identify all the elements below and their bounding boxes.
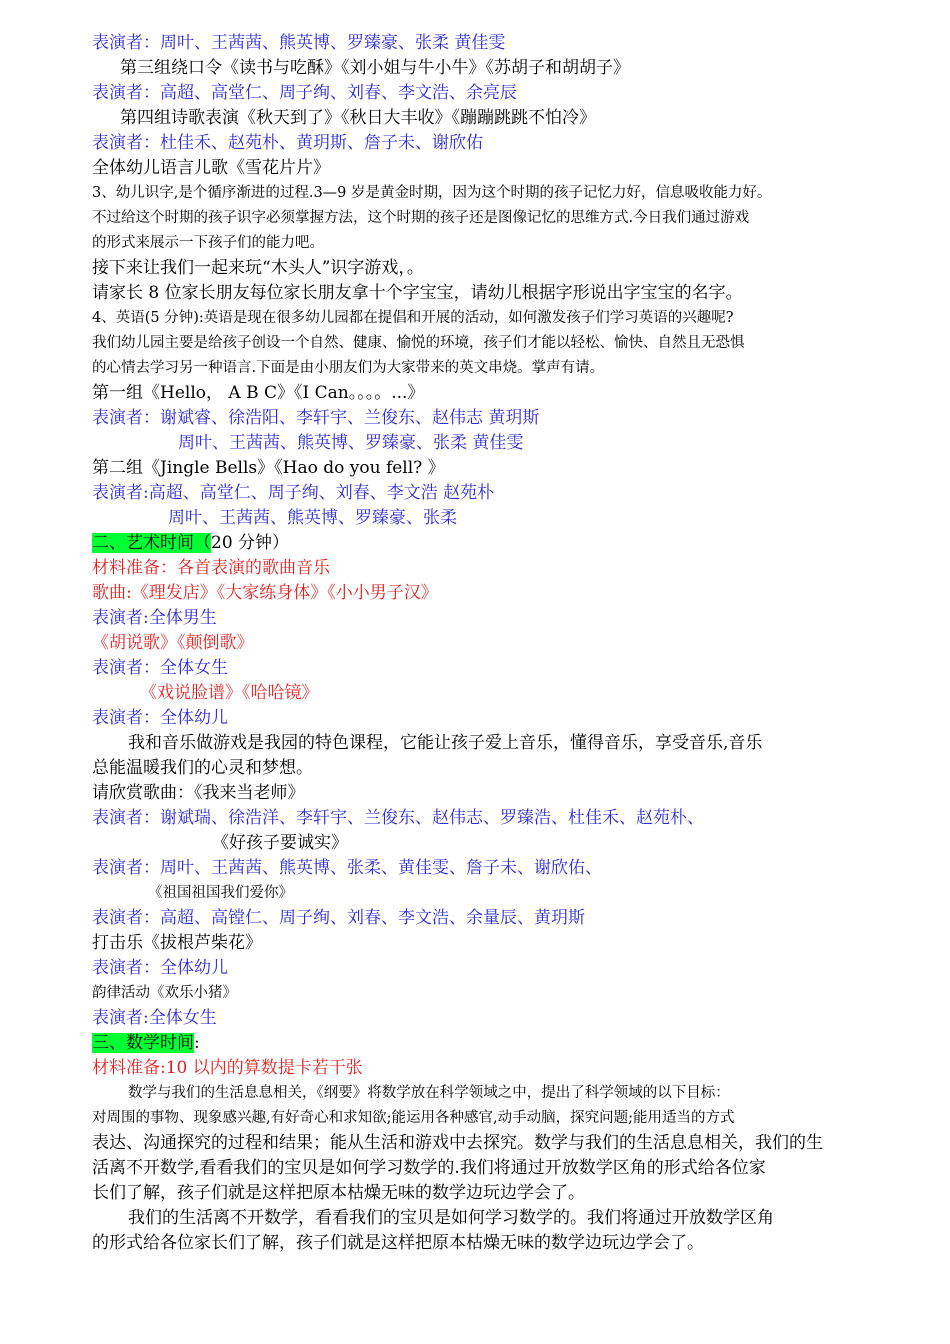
performer-line: 表演者：谢斌睿、徐浩阳、李轩宇、兰俊东、赵伟志 黄玥斯 xyxy=(92,408,540,428)
rhythm-activity-line: 韵律活动《欢乐小猪》 xyxy=(92,985,237,1001)
literacy-paragraph-line: 3、幼儿识字,是个循序渐进的过程.3—9 岁是黄金时期，因为这个时期的孩子记忆力好，信息吸收能力好。 xyxy=(92,185,772,201)
game-instruction-line: 请家长 8 位家长朋友每位家长朋友拿十个字宝宝，请幼儿根据字形说出字宝宝的名字。 xyxy=(92,283,743,303)
section-heading-highlight: 三、数学时间 xyxy=(92,1033,194,1053)
tongue-twister-group-line: 第三组绕口令《读书与吃酥》《刘小姐与牛小牛》《苏胡子和胡胡子》 xyxy=(120,58,630,78)
math-paragraph-line: 我们的生活离不开数学，看看我们的宝贝是如何学习数学的。我们将通过开放数学区角 xyxy=(128,1208,774,1228)
materials-line: 材料准备：各首表演的歌曲音乐 xyxy=(92,558,330,578)
section-heading-art xyxy=(92,531,289,555)
performer-line: 表演者：全体幼儿 xyxy=(92,958,228,978)
materials-line: 材料准备:10 以内的算数提卡若干张 xyxy=(92,1058,363,1078)
performer-line: 表演者:全体女生 xyxy=(92,1008,217,1028)
english-paragraph-line: 的心情去学习另一种语言.下面是由小朋友们为大家带来的英文串烧。掌声有请。 xyxy=(92,360,605,376)
math-paragraph-line: 对周围的事物、现象感兴趣,有好奇心和求知欲;能运用各种感官,动手动脑，探究问题;能用适当的方式 xyxy=(92,1110,735,1126)
performer-line: 表演者：高超、高镗仁、周子绚、刘春、李文浩、余量辰、黄玥斯 xyxy=(92,908,585,928)
performer-line: 表演者：谢斌瑞、徐浩洋、李轩宇、兰俊东、赵伟志、罗臻浩、杜佳禾、赵苑朴、 xyxy=(92,808,704,828)
section-heading-math xyxy=(92,1031,200,1055)
english-group-one-line: 第一组《Hello， A B C》《I Can。。。。...》 xyxy=(92,383,425,403)
performer-line: 表演者：周叶、王茜茜、熊英博、罗臻豪、张柔 黄佳雯 xyxy=(92,33,506,53)
song-title-line: 请欣赏歌曲：《我来当老师》 xyxy=(92,783,305,803)
performer-line: 表演者：高超、高堂仁、周子绚、刘春、李文浩、余亮辰 xyxy=(92,83,517,103)
music-paragraph-line: 我和音乐做游戏是我园的特色课程，它能让孩子爱上音乐，懂得音乐，享受音乐,音乐 xyxy=(128,733,763,753)
english-paragraph-line: 4、英语(5 分钟):英语是现在很多幼儿园都在提倡和开展的活动，如何激发孩子们学习英语的兴趣呢? xyxy=(92,310,734,326)
performer-line: 周叶、王茜茜、熊英博、罗臻豪、张柔 xyxy=(168,508,457,528)
performer-line: 表演者：周叶、王茜茜、熊英博、张柔、黄佳雯、詹子未、谢欣佑、 xyxy=(92,858,602,878)
section-heading-duration: 20 分钟） xyxy=(211,533,290,553)
songs-line: 《戏说脸谱》《哈哈镜》 xyxy=(140,683,319,703)
math-paragraph-line: 的形式给各位家长们了解，孩子们就是这样把原本枯燥无味的数学边玩边学会了。 xyxy=(92,1233,704,1253)
songs-line: 《胡说歌》《颠倒歌》 xyxy=(92,633,254,653)
literacy-paragraph-line: 的形式来展示一下孩子们的能力吧。 xyxy=(92,235,324,251)
performer-line: 表演者:全体男生 xyxy=(92,608,217,628)
literacy-paragraph-line: 不过给这个时期的孩子识字必须掌握方法，这个时期的孩子还是图像记忆的思维方式.今日我们通过游戏 xyxy=(92,210,750,226)
music-paragraph-line: 总能温暖我们的心灵和梦想。 xyxy=(92,758,313,778)
math-paragraph-line: 活离不开数学,看看我们的宝贝是如何学习数学的.我们将通过开放数学区角的形式给各位家 xyxy=(92,1158,766,1178)
performer-line: 表演者：全体幼儿 xyxy=(92,708,228,728)
performer-line: 周叶、王茜茜、熊英博、罗臻豪、张柔 黄佳雯 xyxy=(178,433,524,453)
performer-line: 表演者：杜佳禾、赵苑朴、黄玥斯、詹子未、谢欣佑 xyxy=(92,133,483,153)
poetry-group-line: 第四组诗歌表演《秋天到了》《秋日大丰收》《蹦蹦跳跳不怕冷》 xyxy=(120,108,596,128)
section-heading-colon: : xyxy=(194,1033,200,1053)
math-paragraph-line: 数学与我们的生活息息相关，《纲要》将数学放在科学领域之中，提出了科学领域的以下目标： xyxy=(128,1085,730,1101)
performer-line: 表演者:高超、高堂仁、周子绚、刘春、李文浩 赵苑朴 xyxy=(92,483,495,503)
math-paragraph-line: 长们了解，孩子们就是这样把原本枯燥无味的数学边玩边学会了。 xyxy=(92,1183,585,1203)
game-intro-line: 接下来让我们一起来玩“木头人”识字游戏，。 xyxy=(92,258,424,278)
percussion-line: 打击乐《拔根芦柴花》 xyxy=(92,933,262,953)
performer-line: 表演者：全体女生 xyxy=(92,658,228,678)
math-paragraph-line: 表达、沟通探究的过程和结果；能从生活和游戏中去探究。数学与我们的生活息息相关，我们的生 xyxy=(92,1133,823,1153)
english-paragraph-line: 我们幼儿园主要是给孩子创设一个自然、健康、愉悦的环境，孩子们才能以轻松、愉快、自然且无恐惧 xyxy=(92,335,745,351)
song-title-line: 《祖国祖国我们爱你》 xyxy=(148,885,293,901)
english-group-two-line: 第二组《Jingle Bells》《Hao do you fell? 》 xyxy=(92,458,445,478)
section-heading-highlight: 二、艺术时间（ xyxy=(92,533,211,553)
nursery-rhyme-line: 全体幼儿语言儿歌《雪花片片》 xyxy=(92,158,330,178)
songs-line: 歌曲:《理发店》《大家练身体》《小小男子汉》 xyxy=(92,583,438,603)
song-title-line: 《好孩子要诚实》 xyxy=(212,833,348,853)
